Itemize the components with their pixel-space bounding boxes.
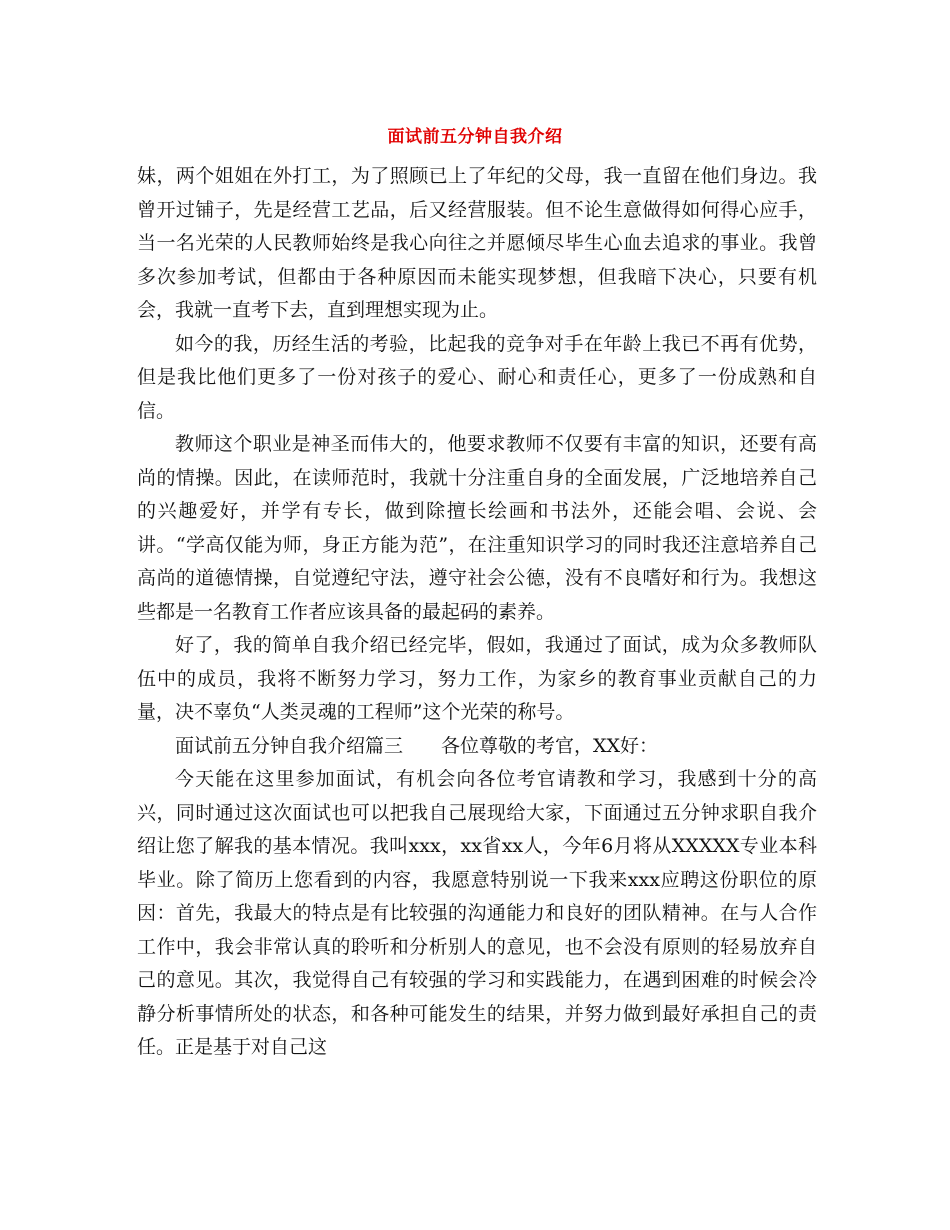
document-body [137,160,817,1065]
paragraph: 好了，我的简单自我介绍已经完毕，假如，我通过了面试，成为众多教师队伍中的成员，我将不断努力学习，努力工作，为家乡的教育事业贡献自己的力量，决不辜负“人类灵魂的工程师”这个光荣的称号。 [137,634,817,723]
section-heading-line: 面试前五分钟自我介绍篇三 各位尊敬的考官，XX好： [175,734,659,757]
document-title: 面试前五分钟自我介绍 [387,127,563,147]
paragraph: 今天能在这里参加面试，有机会向各位考官请教和学习，我感到十分的高兴，同时通过这次面试也可以把我自己展现给大家，下面通过五分钟求职自我介绍让您了解我的基本情况。我叫xxx，xx省xx人，今年6月将从XXXXX专业本科毕业。除了简历上您看到的内容，我愿意特别说一下我来xxx应聘这份职位的原因：首先，我最大的特点是有比较强的沟通能力和良好的团队精神。在与人合作工作中，我会非常认真的聆听和分析别人的意见，也不会没有原则的轻易放弃自己的意见。其次，我觉得自己有较强的学习和实践能力，在遇到困难的时候会冷静分析事情所处的状态，和各种可能发生的结果，并努力做到最好承担自己的责任。正是基于对自己这 [137,768,817,1058]
paragraph: 如今的我，历经生活的考验，比起我的竞争对手在年龄上我已不再有优势，但是我比他们更多了一份对孩子的爱心、耐心和责任心，更多了一份成熟和自信。 [137,332,817,422]
paragraph-continued: 妹，两个姐姐在外打工，为了照顾已上了年纪的父母，我一直留在他们身边。我曾开过铺子，先是经营工艺品，后又经营服装。但不论生意做得如何得心应手，当一名光荣的人民教师始终是我心向往之并愿倾尽毕生心血去追求的事业。我曾多次参加考试，但都由于各种原因而未能实现梦想，但我暗下决心，只要有机会，我就一直考下去，直到理想实现为止。 [137,165,817,321]
paragraph: 教师这个职业是神圣而伟大的，他要求教师不仅要有丰富的知识，还要有高尚的情操。因此，在读师范时，我就十分注重自身的全面发展，广泛地培养自己的兴趣爱好，并学有专长，做到除擅长绘画和书法外，还能会唱、会说、会讲。“学高仅能为师，身正方能为范”，在注重知识学习的同时我还注意培养自己高尚的道德情操，自觉遵纪守法，遵守社会公德，没有不良嗜好和行为。我想这些都是一名教育工作者应该具备的最起码的素养。 [137,433,817,623]
